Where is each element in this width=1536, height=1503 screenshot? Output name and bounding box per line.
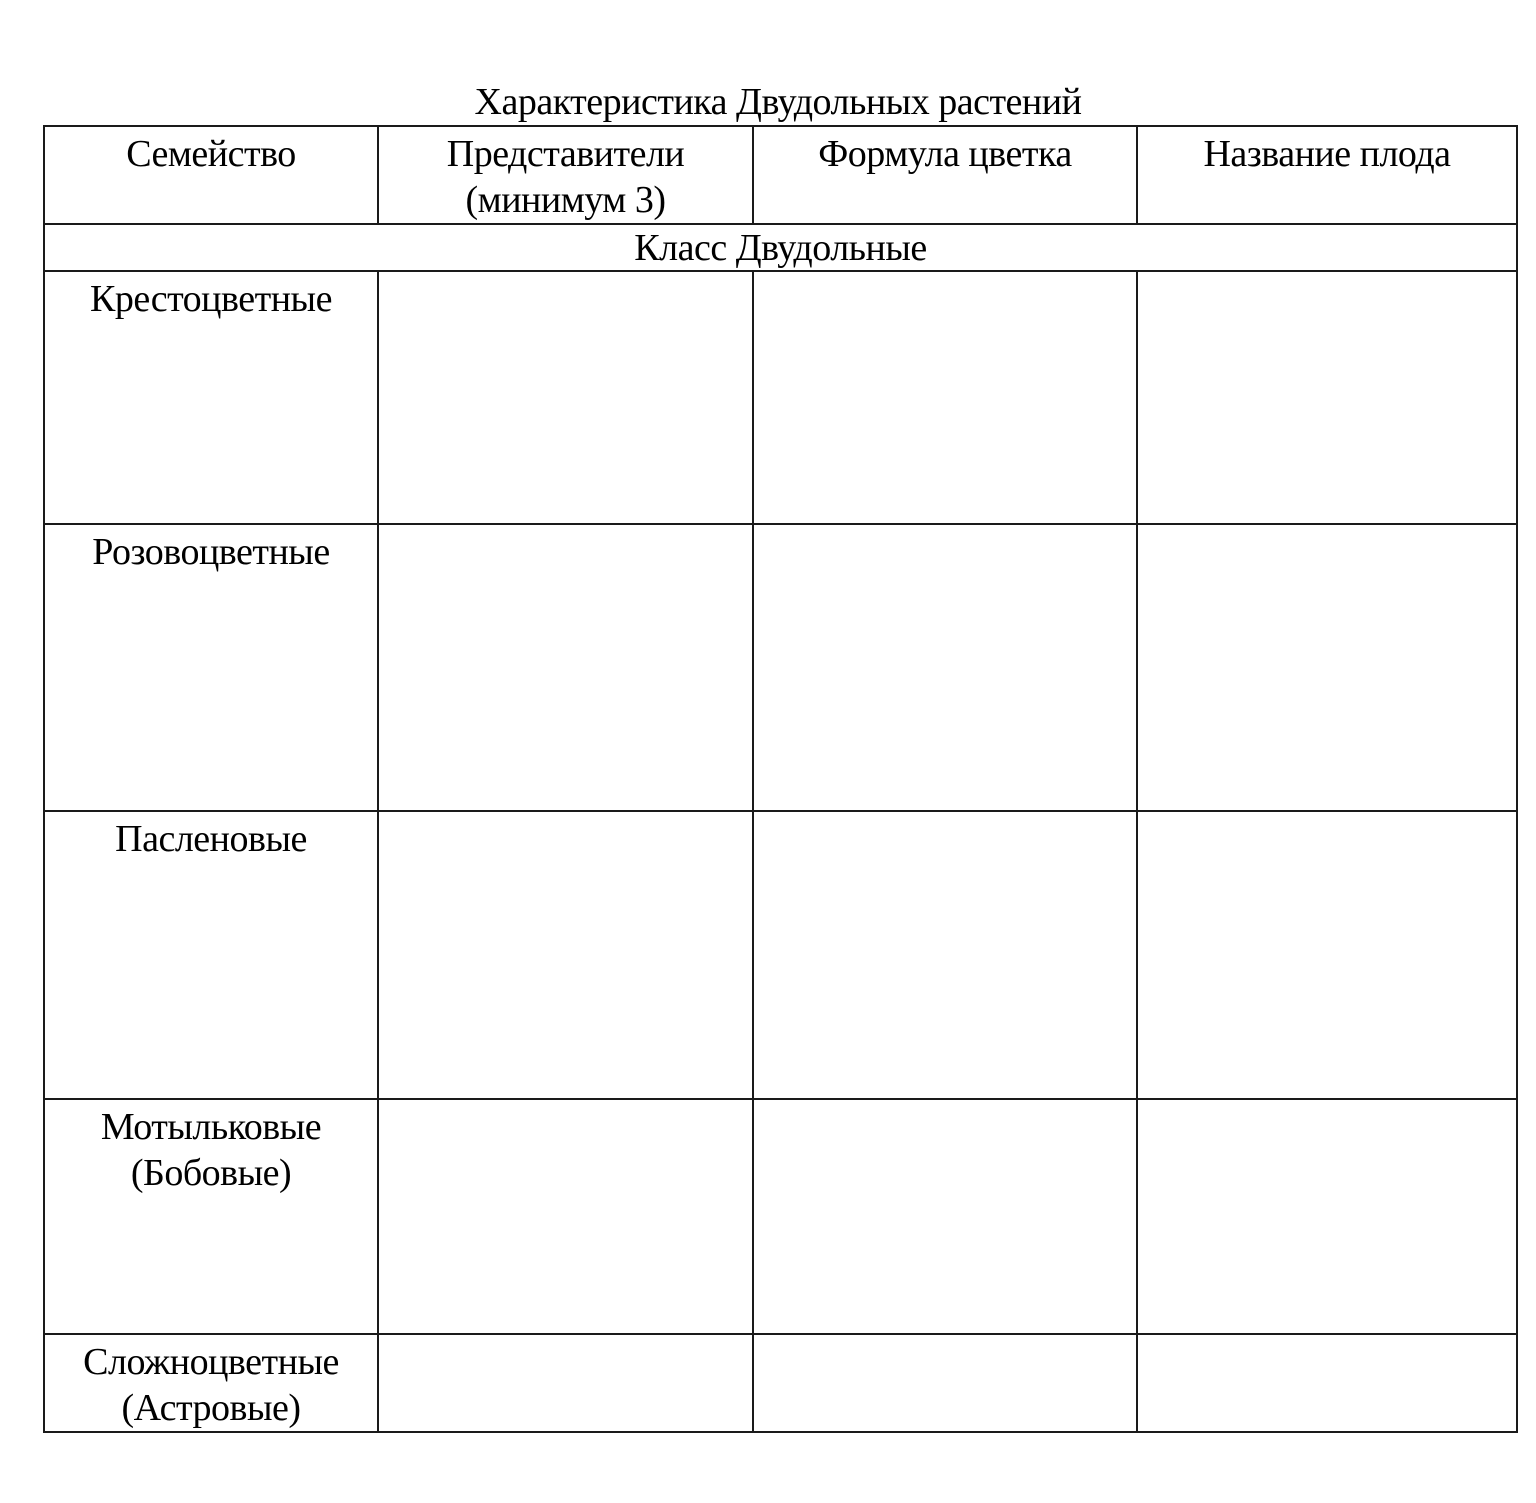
representatives-cell[interactable] (378, 524, 753, 811)
header-flower-formula (753, 126, 1137, 224)
representatives-cell[interactable] (378, 1334, 753, 1432)
document-title: Характеристика Двудольных растений (474, 81, 1082, 123)
family-name-line2: (Бобовые) (130, 1152, 292, 1194)
table-row (44, 271, 1517, 524)
family-name-line2: (Астровые) (121, 1387, 301, 1429)
flower-formula-cell[interactable] (753, 1334, 1137, 1432)
header-representatives-line1: Представители (446, 133, 685, 175)
table-row (44, 1099, 1517, 1334)
header-row (44, 126, 1517, 224)
family-name: Пасленовые (115, 818, 307, 860)
family-cell (44, 1334, 378, 1432)
header-family (44, 126, 378, 224)
flower-formula-cell[interactable] (753, 271, 1137, 524)
table-row (44, 1334, 1517, 1432)
table-row (44, 524, 1517, 811)
flower-formula-cell[interactable] (753, 1099, 1137, 1334)
family-cell (44, 1099, 378, 1334)
header-fruit-name (1137, 126, 1517, 224)
dicot-characteristics-table (43, 125, 1518, 1433)
representatives-cell[interactable] (378, 271, 753, 524)
family-name: Розовоцветные (92, 531, 330, 573)
family-cell (44, 811, 378, 1099)
fruit-name-cell[interactable] (1137, 524, 1517, 811)
class-row (44, 224, 1517, 271)
representatives-cell[interactable] (378, 811, 753, 1099)
header-fruit-name-label: Название плода (1203, 133, 1451, 175)
fruit-name-cell[interactable] (1137, 1334, 1517, 1432)
fruit-name-cell[interactable] (1137, 271, 1517, 524)
flower-formula-cell[interactable] (753, 524, 1137, 811)
header-representatives-line2: (минимум 3) (465, 179, 666, 221)
flower-formula-cell[interactable] (753, 811, 1137, 1099)
family-cell (44, 271, 378, 524)
header-family-label: Семейство (126, 133, 296, 175)
fruit-name-cell[interactable] (1137, 1099, 1517, 1334)
fruit-name-cell[interactable] (1137, 811, 1517, 1099)
family-name-line1: Мотыльковые (100, 1106, 322, 1148)
representatives-cell[interactable] (378, 1099, 753, 1334)
header-flower-formula-label: Формула цветка (818, 133, 1072, 175)
header-representatives (378, 126, 753, 224)
family-name-line1: Сложноцветные (83, 1341, 339, 1383)
table-row (44, 811, 1517, 1099)
class-label: Класс Двудольные (44, 224, 1517, 271)
family-name: Крестоцветные (90, 278, 332, 320)
family-cell (44, 524, 378, 811)
